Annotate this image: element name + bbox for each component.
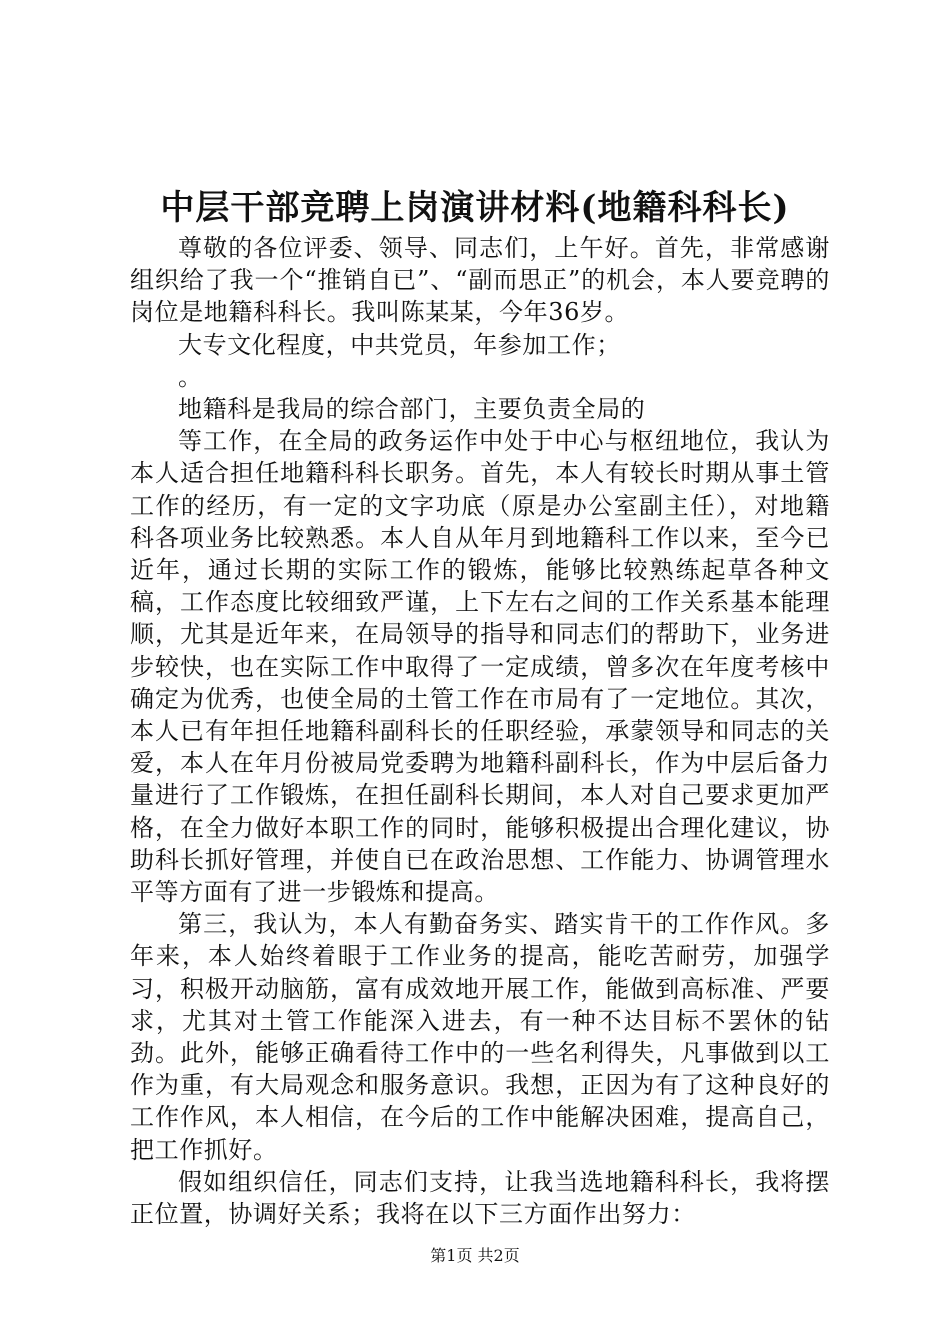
paragraph-period: 。 (178, 362, 203, 391)
paragraph-greeting: 尊敬的各位评委、领导、同志们，上午好。首先，非常感谢组织给了我一个“推销自已”、“副而思正”的机会，本人要竞聘的岗位是地籍科科长。我叫陈某某，今年36岁。 (130, 234, 830, 327)
paragraph-commitment: 假如组织信任，同志们支持，让我当选地籍科科长，我将摆正位置，协调好关系；我将在以下三方面作出努力： (130, 1167, 830, 1229)
paragraph-work-style: 第三，我认为，本人有勤奋务实、踏实肯干的工作作风。多年来，本人始终着眼于工作业务的提高，能吃苦耐劳，加强学习，积极开动脑筋，富有成效地开展工作，能做到高标准、严要求，尤其对土管工作能深入进去，有一种不达目标不罢休的钻劲。此外，能够正确看待工作中的一些名利得失，凡事做到以工作为重，有大局观念和服务意识。我想，正因为有了这种良好的工作作风，本人相信，在今后的工作中能解决困难，提高自己，把工作抓好。 (130, 910, 830, 1164)
document-title: 中层干部竞聘上岗演讲材料(地籍科科长) (160, 188, 790, 228)
paragraph-qualifications: 等工作，在全局的政务运作中处于中心与枢纽地位，我认为本人适合担任地籍科科长职务。首先，本人有较长时期从事土管工作的经历，有一定的文字功底（原是办公室副主任），对地籍科各项业务比较熟悉。本人自从年月到地籍科工作以来，至今已近年，通过长期的实际工作的锻炼，能够比较熟练起草各种文稿，工作态度比较细致严谨，上下左右之间的工作关系基本能理顺，尤其是近年来，在局领导的指导和同志们的帮助下，业务进步较快，也在实际工作中取得了一定成绩，曾多次在年度考核中确定为优秀，也使全局的土管工作在市局有了一定地位。其次，本人已有年担任地籍科副科长的任职经验，承蒙领导和同志的关爱，本人在年月份被局党委聘为地籍科副科长，作为中层后备力量进行了工作锻炼，在担任副科长期间，本人对自己要求更加严格，在全力做好本职工作的同时，能够积极提出合理化建议，协助科长抓好管理，并使自已在政治思想、工作能力、协调管理水平等方面有了进一步锻炼和提高。 (130, 427, 830, 907)
page-number-footer: 第1页 共2页 (430, 1246, 520, 1265)
document-body (130, 232, 830, 1230)
paragraph-department-intro: 地籍科是我局的综合部门，主要负责全局的 (178, 395, 646, 424)
paragraph-background: 大专文化程度，中共党员，年参加工作； (178, 330, 621, 359)
